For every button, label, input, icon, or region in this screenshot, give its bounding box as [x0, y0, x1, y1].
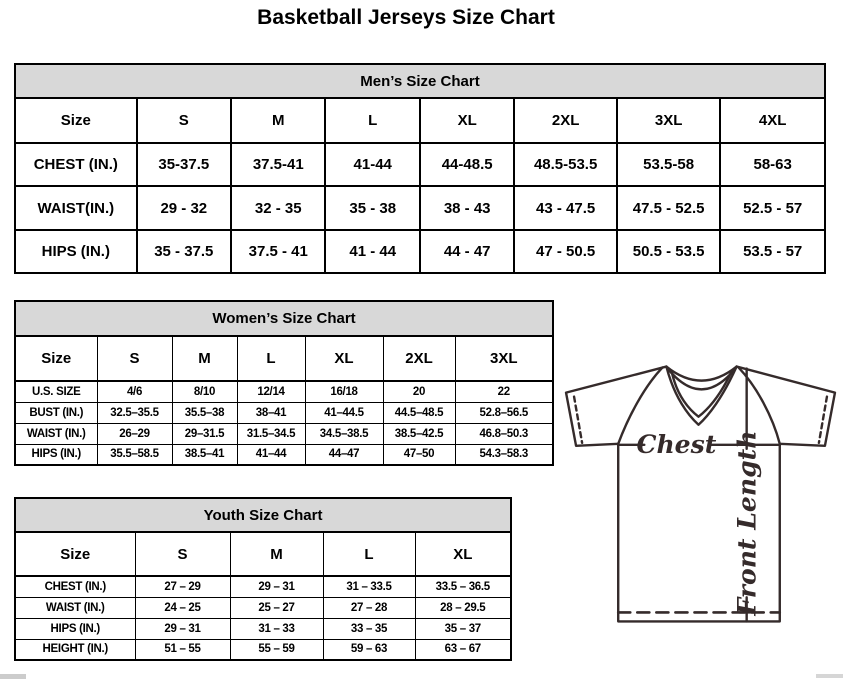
womens-size-table	[14, 300, 554, 466]
cell: 27 – 28	[323, 597, 415, 618]
column-header: Size	[15, 98, 137, 143]
column-header: M	[172, 336, 237, 381]
column-header: L	[237, 336, 305, 381]
column-header: XL	[415, 532, 511, 576]
row-label: HIPS (IN.)	[15, 618, 135, 639]
cell: 33 – 35	[323, 618, 415, 639]
row-label: CHEST (IN.)	[15, 576, 135, 597]
table-row	[15, 423, 553, 444]
cell: 25 – 27	[230, 597, 323, 618]
cell: 31.5–34.5	[237, 423, 305, 444]
table-row	[15, 597, 511, 618]
cell: 55 – 59	[230, 639, 323, 660]
column-header: 2XL	[383, 336, 455, 381]
table-row	[15, 230, 825, 273]
column-header: 2XL	[514, 98, 616, 143]
cell: 31 – 33.5	[323, 576, 415, 597]
cell: 47 - 50.5	[514, 230, 616, 273]
cell: 22	[455, 381, 553, 402]
column-header: L	[323, 532, 415, 576]
cell: 32.5–35.5	[97, 402, 172, 423]
cell: 58-63	[720, 143, 825, 186]
cell: 44 - 47	[420, 230, 514, 273]
cell: 59 – 63	[323, 639, 415, 660]
cell: 63 – 67	[415, 639, 511, 660]
row-label: U.S. SIZE	[15, 381, 97, 402]
cell: 41–44	[237, 444, 305, 465]
bottom-right-scrollbar-artifact	[816, 674, 843, 678]
cell: 35.5–38	[172, 402, 237, 423]
cell: 29 - 32	[137, 186, 231, 230]
cell: 52.5 - 57	[720, 186, 825, 230]
column-header: M	[231, 98, 325, 143]
cell: 43 - 47.5	[514, 186, 616, 230]
cell: 51 – 55	[135, 639, 230, 660]
cell: 38–41	[237, 402, 305, 423]
row-label: WAIST (IN.)	[15, 597, 135, 618]
cell: 50.5 - 53.5	[617, 230, 720, 273]
mens-size-table	[14, 63, 826, 274]
cell: 35-37.5	[137, 143, 231, 186]
column-header: XL	[420, 98, 514, 143]
cell: 29 – 31	[230, 576, 323, 597]
jersey-outline	[566, 367, 835, 622]
cell: 31 – 33	[230, 618, 323, 639]
cell: 28 – 29.5	[415, 597, 511, 618]
front-length-label: Front Length	[731, 430, 762, 616]
mens-header-row	[15, 98, 825, 143]
column-header: 4XL	[720, 98, 825, 143]
cell: 35 - 38	[325, 186, 419, 230]
column-header: S	[97, 336, 172, 381]
page-title: Basketball Jerseys Size Chart	[257, 6, 555, 29]
cell: 41–44.5	[305, 402, 383, 423]
column-header: Size	[15, 532, 135, 576]
cell: 35 - 37.5	[137, 230, 231, 273]
column-header: S	[137, 98, 231, 143]
column-header: S	[135, 532, 230, 576]
cell: 44-48.5	[420, 143, 514, 186]
cell: 37.5-41	[231, 143, 325, 186]
cell: 32 - 35	[231, 186, 325, 230]
cell: 38.5–41	[172, 444, 237, 465]
womens-table-title: Women’s Size Chart	[15, 301, 553, 336]
column-header: 3XL	[455, 336, 553, 381]
column-header: L	[325, 98, 419, 143]
cell: 27 – 29	[135, 576, 230, 597]
row-label: HIPS (IN.)	[15, 444, 97, 465]
column-header: M	[230, 532, 323, 576]
cell: 4/6	[97, 381, 172, 402]
cell: 38 - 43	[420, 186, 514, 230]
jersey-measurement-diagram-icon	[556, 352, 843, 646]
column-header: Size	[15, 336, 97, 381]
row-label: HIPS (IN.)	[15, 230, 137, 273]
row-label: WAIST (IN.)	[15, 423, 97, 444]
bottom-left-scrollbar-artifact	[0, 674, 26, 679]
cell: 44–47	[305, 444, 383, 465]
youth-table-title: Youth Size Chart	[15, 498, 511, 532]
table-row	[15, 639, 511, 660]
cell: 54.3–58.3	[455, 444, 553, 465]
cell: 53.5-58	[617, 143, 720, 186]
cell: 29–31.5	[172, 423, 237, 444]
chest-label: Chest	[636, 428, 717, 459]
cell: 16/18	[305, 381, 383, 402]
table-row	[15, 143, 825, 186]
mens-table-title: Men’s Size Chart	[15, 64, 825, 98]
youth-header-row	[15, 532, 511, 576]
column-header: 3XL	[617, 98, 720, 143]
cell: 38.5–42.5	[383, 423, 455, 444]
table-row	[15, 381, 553, 402]
cell: 37.5 - 41	[231, 230, 325, 273]
cell: 35.5–58.5	[97, 444, 172, 465]
cell: 41-44	[325, 143, 419, 186]
cell: 48.5-53.5	[514, 143, 616, 186]
cell: 29 – 31	[135, 618, 230, 639]
cell: 44.5–48.5	[383, 402, 455, 423]
cell: 47–50	[383, 444, 455, 465]
cell: 34.5–38.5	[305, 423, 383, 444]
cell: 53.5 - 57	[720, 230, 825, 273]
cell: 26–29	[97, 423, 172, 444]
table-row	[15, 576, 511, 597]
table-row	[15, 444, 553, 465]
cell: 46.8–50.3	[455, 423, 553, 444]
row-label: WAIST(IN.)	[15, 186, 137, 230]
row-label: CHEST (IN.)	[15, 143, 137, 186]
table-row	[15, 402, 553, 423]
cell: 47.5 - 52.5	[617, 186, 720, 230]
cell: 33.5 – 36.5	[415, 576, 511, 597]
youth-size-table	[14, 497, 512, 661]
row-label: BUST (IN.)	[15, 402, 97, 423]
cell: 20	[383, 381, 455, 402]
table-row	[15, 618, 511, 639]
cell: 52.8–56.5	[455, 402, 553, 423]
cell: 41 - 44	[325, 230, 419, 273]
cell: 12/14	[237, 381, 305, 402]
womens-header-row	[15, 336, 553, 381]
column-header: XL	[305, 336, 383, 381]
cell: 8/10	[172, 381, 237, 402]
cell: 35 – 37	[415, 618, 511, 639]
vneck-outer	[666, 367, 736, 425]
cell: 24 – 25	[135, 597, 230, 618]
row-label: HEIGHT (IN.)	[15, 639, 135, 660]
table-row	[15, 186, 825, 230]
